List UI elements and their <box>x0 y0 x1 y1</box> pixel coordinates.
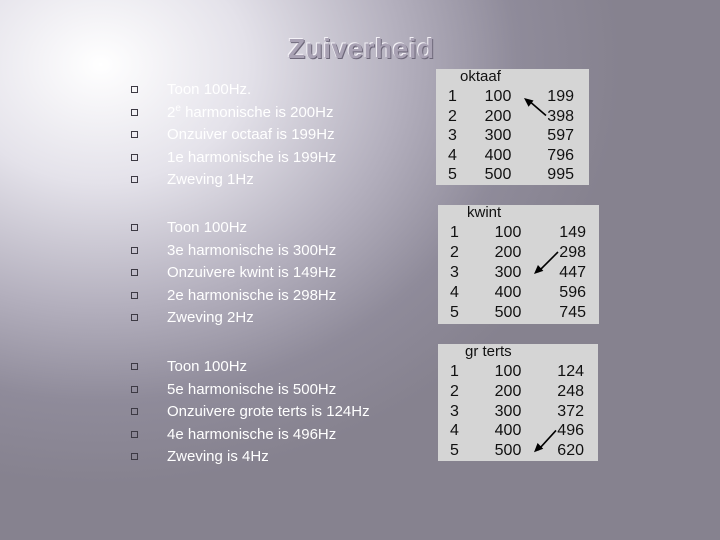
table-cell: 5 <box>448 166 457 183</box>
table-cell: 5 <box>450 442 459 460</box>
table-cell: 100 <box>494 363 522 380</box>
checkbox-bullet-icon <box>131 86 138 93</box>
table-cell: 200 <box>484 107 512 125</box>
table-cell: 447 <box>559 264 586 281</box>
table-header: gr terts <box>465 343 512 360</box>
table-cell: 100 <box>484 88 512 105</box>
arrow-head <box>534 265 543 274</box>
table-cell: 398 <box>547 107 574 125</box>
table-cell: 496 <box>557 422 584 440</box>
table-cell: 5 <box>450 304 459 321</box>
table-cell: 200 <box>494 382 522 400</box>
table-cell: 400 <box>494 284 522 301</box>
table-cell: 745 <box>559 304 586 321</box>
table-cell: 1 <box>450 224 459 241</box>
table-cell: 1 <box>450 363 459 380</box>
table-cell: 796 <box>547 146 574 164</box>
checkbox-bullet-icon <box>131 154 138 161</box>
table-cell: 596 <box>559 284 586 301</box>
table-cell: 2 <box>450 244 459 261</box>
table-cell: 248 <box>557 382 584 400</box>
table-gr-terts <box>438 344 598 461</box>
table-cell: 298 <box>559 244 586 261</box>
table-cell: 300 <box>484 127 512 144</box>
arrow-head <box>534 443 543 452</box>
table-cell: 3 <box>448 127 457 144</box>
slide-title: Zuiverheid <box>288 33 435 64</box>
table-cell: 400 <box>494 422 522 440</box>
table-cell: 620 <box>557 442 584 460</box>
table-cell: 2 <box>448 107 457 125</box>
table-header: oktaaf <box>460 68 501 85</box>
table-cell: 597 <box>547 127 574 144</box>
table-cell: 500 <box>494 304 522 321</box>
checkbox-bullet-icon <box>131 408 138 415</box>
table-cell: 4 <box>450 422 459 440</box>
arrow-head <box>524 98 534 107</box>
checkbox-bullet-icon <box>131 109 138 116</box>
table-cell: 200 <box>494 244 522 261</box>
table-cell: 4 <box>448 146 457 164</box>
table-cell: 500 <box>494 442 522 460</box>
checkbox-bullet-icon <box>131 131 138 138</box>
table-cell: 149 <box>559 224 586 241</box>
table-header: kwint <box>467 204 502 221</box>
table-cell: 400 <box>484 146 512 164</box>
checkbox-bullet-icon <box>131 292 138 299</box>
table-cell: 4 <box>450 284 459 301</box>
table-cell: 3 <box>450 402 459 420</box>
table-cell: 300 <box>494 264 522 281</box>
table-oktaaf <box>436 69 589 185</box>
table-cell: 995 <box>547 166 574 183</box>
checkbox-bullet-icon <box>131 386 138 393</box>
table-cell: 100 <box>494 224 522 241</box>
table-cell: 372 <box>557 402 584 420</box>
checkbox-bullet-icon <box>131 314 138 321</box>
arrow-icon <box>438 344 598 461</box>
checkbox-bullet-icon <box>131 453 138 460</box>
checkbox-bullet-icon <box>131 224 138 231</box>
table-cell: 3 <box>450 264 459 281</box>
table-cell: 124 <box>557 363 584 380</box>
arrow-icon <box>436 69 589 185</box>
arrow-icon <box>438 205 599 324</box>
checkbox-bullet-icon <box>131 247 138 254</box>
table-cell: 2 <box>450 382 459 400</box>
table-cell: 300 <box>494 402 522 420</box>
table-kwint <box>438 205 599 324</box>
table-cell: 500 <box>484 166 512 183</box>
checkbox-bullet-icon <box>131 269 138 276</box>
checkbox-bullet-icon <box>131 176 138 183</box>
checkbox-bullet-icon <box>131 363 138 370</box>
checkbox-bullet-icon <box>131 431 138 438</box>
table-cell: 199 <box>547 88 574 105</box>
table-cell: 1 <box>448 88 457 105</box>
